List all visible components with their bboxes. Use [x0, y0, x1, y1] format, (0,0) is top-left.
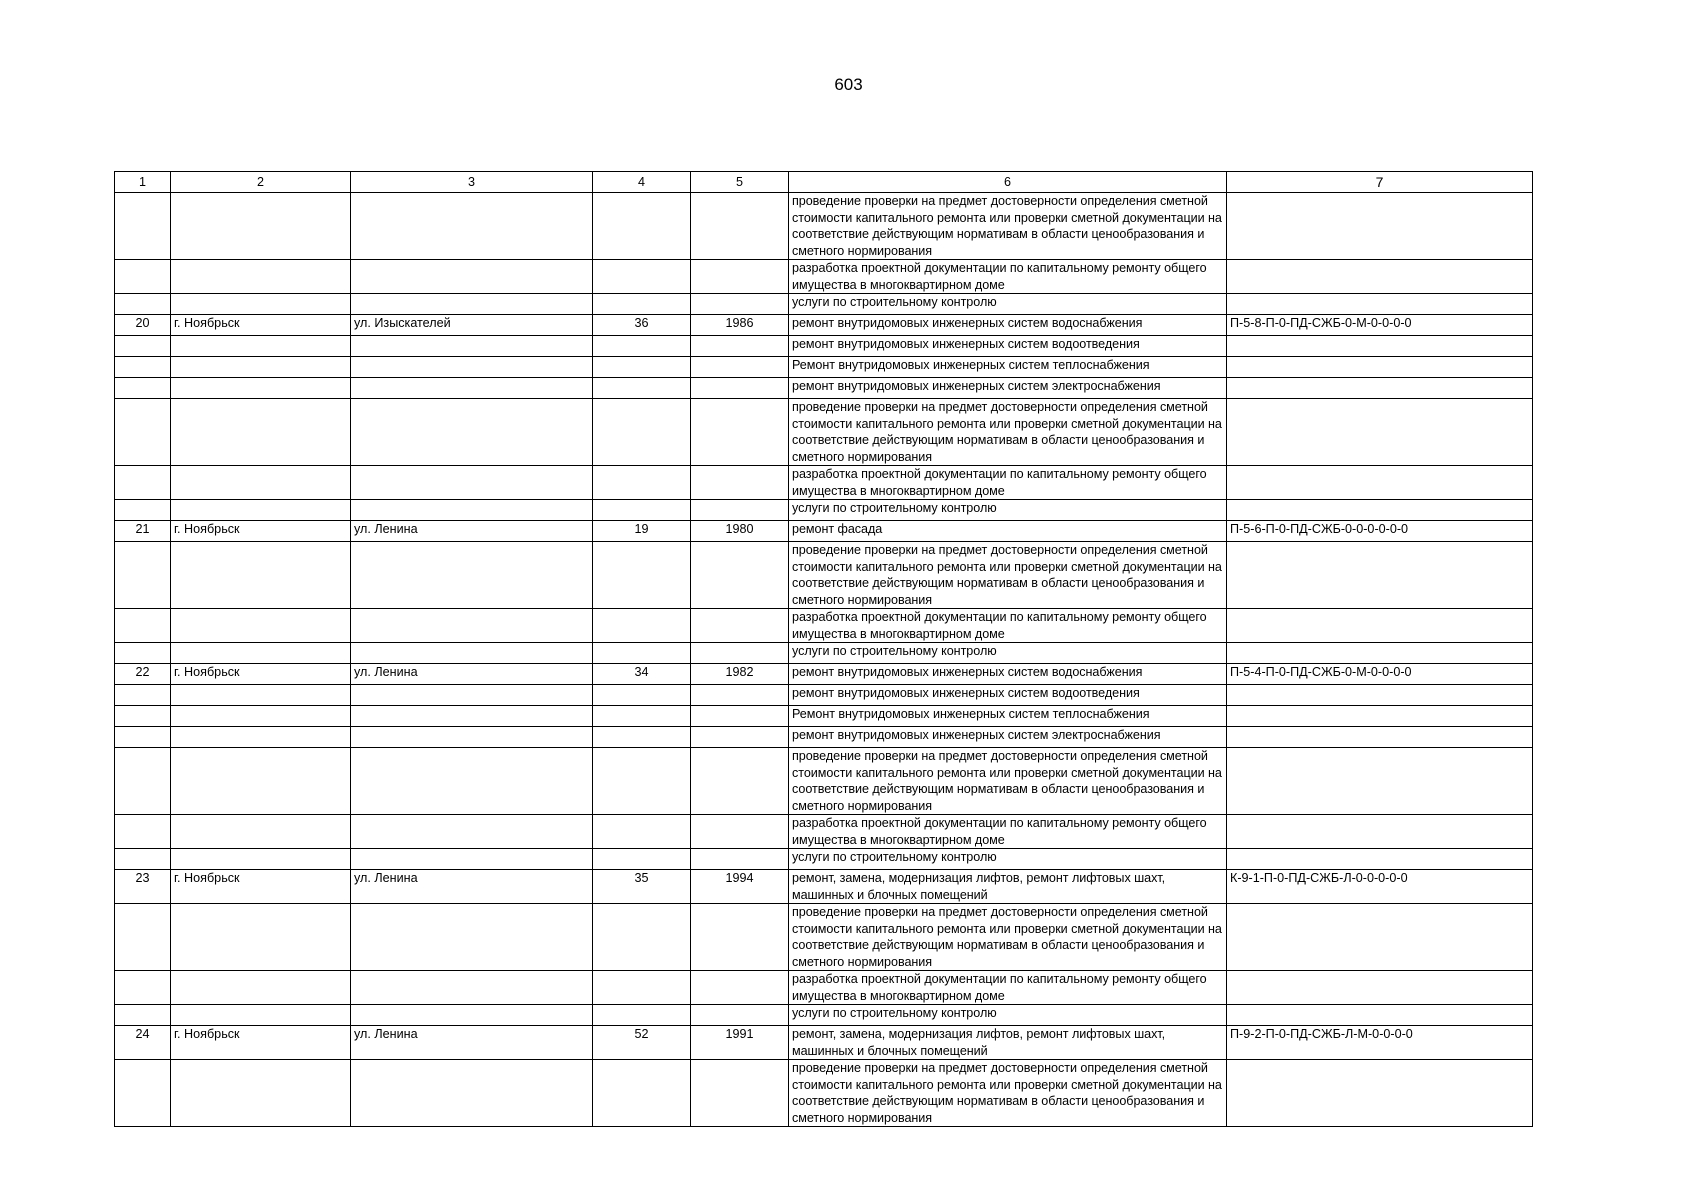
build-year-cell [691, 500, 789, 521]
work-type-cell: разработка проектной документации по капитальному ремонту общего имущества в многоквартирном доме [789, 260, 1227, 294]
table-row [115, 542, 1533, 609]
city-cell [171, 815, 351, 849]
row-number-cell [115, 727, 171, 748]
city-cell: г. Ноябрьск [171, 664, 351, 685]
house-number-cell [593, 904, 691, 971]
house-code-cell [1227, 849, 1533, 870]
build-year-cell: 1986 [691, 315, 789, 336]
row-number-cell [115, 643, 171, 664]
house-number-cell: 35 [593, 870, 691, 904]
work-type-cell: Ремонт внутридомовых инженерных систем теплоснабжения [789, 706, 1227, 727]
build-year-cell [691, 643, 789, 664]
build-year-cell [691, 815, 789, 849]
table-row [115, 294, 1533, 315]
work-type-cell: ремонт внутридомовых инженерных систем электроснабжения [789, 727, 1227, 748]
row-number-cell [115, 685, 171, 706]
house-code-cell [1227, 357, 1533, 378]
house-number-cell [593, 466, 691, 500]
table-row [115, 904, 1533, 971]
table-row [115, 260, 1533, 294]
house-number-cell [593, 193, 691, 260]
street-cell: ул. Ленина [351, 1026, 593, 1060]
street-cell [351, 849, 593, 870]
work-type-cell: проведение проверки на предмет достоверности определения сметной стоимости капитального ремонта или проверки сметной документации на соответствие действующим нормативам в области ценообразования и сметного нормирования [789, 542, 1227, 609]
street-cell [351, 542, 593, 609]
work-type-cell: разработка проектной документации по капитальному ремонту общего имущества в многоквартирном доме [789, 609, 1227, 643]
city-cell [171, 466, 351, 500]
street-cell [351, 643, 593, 664]
build-year-cell [691, 904, 789, 971]
build-year-cell [691, 1060, 789, 1127]
row-number-cell [115, 378, 171, 399]
house-number-cell [593, 294, 691, 315]
house-number-cell [593, 849, 691, 870]
street-cell [351, 378, 593, 399]
column-number-6: 6 [789, 172, 1227, 193]
row-number-cell [115, 542, 171, 609]
row-number-cell [115, 260, 171, 294]
work-type-cell: ремонт, замена, модернизация лифтов, ремонт лифтовых шахт, машинных и блочных помещений [789, 870, 1227, 904]
city-cell [171, 294, 351, 315]
city-cell [171, 1060, 351, 1127]
house-code-cell [1227, 1060, 1533, 1127]
row-number-cell: 23 [115, 870, 171, 904]
street-cell [351, 336, 593, 357]
build-year-cell [691, 971, 789, 1005]
work-type-cell: проведение проверки на предмет достоверности определения сметной стоимости капитального ремонта или проверки сметной документации на соответствие действующим нормативам в области ценообразования и сметного нормирования [789, 748, 1227, 815]
row-number-cell [115, 706, 171, 727]
house-code-cell [1227, 643, 1533, 664]
build-year-cell [691, 706, 789, 727]
house-number-cell [593, 1060, 691, 1127]
work-type-cell: ремонт, замена, модернизация лифтов, ремонт лифтовых шахт, машинных и блочных помещений [789, 1026, 1227, 1060]
work-type-cell: ремонт внутридомовых инженерных систем водоотведения [789, 336, 1227, 357]
street-cell [351, 500, 593, 521]
house-code-cell [1227, 193, 1533, 260]
column-number-7: 7 [1227, 172, 1533, 193]
table-row [115, 336, 1533, 357]
house-number-cell [593, 336, 691, 357]
build-year-cell [691, 294, 789, 315]
house-number-cell [593, 378, 691, 399]
table-row [115, 1026, 1533, 1060]
work-type-cell: услуги по строительному контролю [789, 1005, 1227, 1026]
table-row [115, 748, 1533, 815]
build-year-cell [691, 542, 789, 609]
table-row [115, 815, 1533, 849]
table-row [115, 664, 1533, 685]
city-cell [171, 399, 351, 466]
work-type-cell: разработка проектной документации по капитальному ремонту общего имущества в многоквартирном доме [789, 466, 1227, 500]
house-number-cell [593, 971, 691, 1005]
row-number-cell [115, 294, 171, 315]
table-row [115, 521, 1533, 542]
house-number-cell [593, 748, 691, 815]
city-cell [171, 971, 351, 1005]
city-cell [171, 609, 351, 643]
build-year-cell: 1980 [691, 521, 789, 542]
build-year-cell [691, 466, 789, 500]
street-cell: ул. Ленина [351, 521, 593, 542]
build-year-cell [691, 260, 789, 294]
row-number-cell [115, 971, 171, 1005]
row-number-cell: 22 [115, 664, 171, 685]
build-year-cell [691, 193, 789, 260]
street-cell [351, 399, 593, 466]
street-cell [351, 609, 593, 643]
build-year-cell: 1994 [691, 870, 789, 904]
city-cell: г. Ноябрьск [171, 1026, 351, 1060]
city-cell [171, 193, 351, 260]
column-number-2: 2 [171, 172, 351, 193]
street-cell [351, 466, 593, 500]
street-cell [351, 260, 593, 294]
column-number-4: 4 [593, 172, 691, 193]
house-code-cell [1227, 815, 1533, 849]
row-number-cell [115, 609, 171, 643]
street-cell [351, 748, 593, 815]
house-code-cell [1227, 609, 1533, 643]
city-cell [171, 357, 351, 378]
row-number-cell [115, 193, 171, 260]
city-cell: г. Ноябрьск [171, 870, 351, 904]
street-cell [351, 727, 593, 748]
city-cell [171, 643, 351, 664]
street-cell [351, 1005, 593, 1026]
row-number-cell [115, 748, 171, 815]
street-cell [351, 685, 593, 706]
table-row [115, 971, 1533, 1005]
work-type-cell: Ремонт внутридомовых инженерных систем теплоснабжения [789, 357, 1227, 378]
work-type-cell: услуги по строительному контролю [789, 643, 1227, 664]
row-number-cell [115, 357, 171, 378]
table-row [115, 357, 1533, 378]
work-type-cell: услуги по строительному контролю [789, 500, 1227, 521]
work-type-cell: ремонт внутридомовых инженерных систем водоснабжения [789, 664, 1227, 685]
work-type-cell: услуги по строительному контролю [789, 849, 1227, 870]
build-year-cell [691, 685, 789, 706]
house-code-cell [1227, 336, 1533, 357]
house-number-cell [593, 260, 691, 294]
column-number-header-row [115, 172, 1533, 193]
row-number-cell [115, 466, 171, 500]
row-number-cell [115, 815, 171, 849]
house-code-cell [1227, 260, 1533, 294]
table-row [115, 193, 1533, 260]
row-number-cell [115, 336, 171, 357]
work-type-cell: услуги по строительному контролю [789, 294, 1227, 315]
city-cell [171, 500, 351, 521]
row-number-cell [115, 849, 171, 870]
table-row [115, 643, 1533, 664]
repair-register-table [114, 171, 1533, 1127]
row-number-cell [115, 1005, 171, 1026]
house-number-cell [593, 685, 691, 706]
build-year-cell [691, 399, 789, 466]
house-code-cell [1227, 542, 1533, 609]
column-number-5: 5 [691, 172, 789, 193]
table-row [115, 685, 1533, 706]
work-type-cell: проведение проверки на предмет достоверности определения сметной стоимости капитального ремонта или проверки сметной документации на соответствие действующим нормативам в области ценообразования и сметного нормирования [789, 193, 1227, 260]
page-number: 603 [834, 75, 863, 94]
build-year-cell [691, 609, 789, 643]
street-cell [351, 193, 593, 260]
work-type-cell: ремонт внутридомовых инженерных систем водоотведения [789, 685, 1227, 706]
house-number-cell: 52 [593, 1026, 691, 1060]
row-number-cell: 21 [115, 521, 171, 542]
work-type-cell: проведение проверки на предмет достоверности определения сметной стоимости капитального ремонта или проверки сметной документации на соответствие действующим нормативам в области ценообразования и сметного нормирования [789, 904, 1227, 971]
street-cell: ул. Ленина [351, 870, 593, 904]
build-year-cell: 1991 [691, 1026, 789, 1060]
street-cell: ул. Изыскателей [351, 315, 593, 336]
table-row [115, 466, 1533, 500]
house-code-cell [1227, 378, 1533, 399]
table-row [115, 315, 1533, 336]
work-type-cell: ремонт внутридомовых инженерных систем водоснабжения [789, 315, 1227, 336]
work-type-cell: проведение проверки на предмет достоверности определения сметной стоимости капитального ремонта или проверки сметной документации на соответствие действующим нормативам в области ценообразования и сметного нормирования [789, 1060, 1227, 1127]
build-year-cell [691, 357, 789, 378]
build-year-cell [691, 748, 789, 815]
city-cell [171, 260, 351, 294]
city-cell [171, 336, 351, 357]
house-code-cell [1227, 399, 1533, 466]
house-code-cell [1227, 904, 1533, 971]
table-row [115, 849, 1533, 870]
row-number-cell [115, 500, 171, 521]
build-year-cell [691, 849, 789, 870]
column-number-3: 3 [351, 172, 593, 193]
table-row [115, 500, 1533, 521]
house-number-cell: 34 [593, 664, 691, 685]
house-code-cell [1227, 466, 1533, 500]
build-year-cell: 1982 [691, 664, 789, 685]
city-cell [171, 706, 351, 727]
table-row [115, 727, 1533, 748]
house-number-cell [593, 399, 691, 466]
build-year-cell [691, 1005, 789, 1026]
work-type-cell: ремонт внутридомовых инженерных систем электроснабжения [789, 378, 1227, 399]
table-row [115, 1060, 1533, 1127]
house-number-cell [593, 542, 691, 609]
city-cell [171, 542, 351, 609]
house-code-cell: К-9-1-П-0-ПД-СЖБ-Л-0-0-0-0-0 [1227, 870, 1533, 904]
street-cell [351, 1060, 593, 1127]
house-code-cell [1227, 748, 1533, 815]
street-cell [351, 971, 593, 1005]
column-number-1: 1 [115, 172, 171, 193]
table-row [115, 706, 1533, 727]
build-year-cell [691, 378, 789, 399]
street-cell: ул. Ленина [351, 664, 593, 685]
house-code-cell: П-5-4-П-0-ПД-СЖБ-0-М-0-0-0-0 [1227, 664, 1533, 685]
house-number-cell [593, 727, 691, 748]
house-code-cell [1227, 500, 1533, 521]
city-cell [171, 904, 351, 971]
house-code-cell: П-5-8-П-0-ПД-СЖБ-0-М-0-0-0-0 [1227, 315, 1533, 336]
city-cell [171, 748, 351, 815]
table-row [115, 870, 1533, 904]
house-code-cell: П-9-2-П-0-ПД-СЖБ-Л-М-0-0-0-0 [1227, 1026, 1533, 1060]
city-cell: г. Ноябрьск [171, 315, 351, 336]
house-code-cell [1227, 294, 1533, 315]
house-number-cell [593, 1005, 691, 1026]
house-number-cell: 19 [593, 521, 691, 542]
work-type-cell: проведение проверки на предмет достоверности определения сметной стоимости капитального ремонта или проверки сметной документации на соответствие действующим нормативам в области ценообразования и сметного нормирования [789, 399, 1227, 466]
house-number-cell [593, 643, 691, 664]
house-number-cell: 36 [593, 315, 691, 336]
house-code-cell [1227, 1005, 1533, 1026]
row-number-cell [115, 1060, 171, 1127]
house-code-cell [1227, 727, 1533, 748]
table-body [115, 172, 1533, 1127]
city-cell [171, 849, 351, 870]
house-number-cell [593, 500, 691, 521]
house-code-cell [1227, 706, 1533, 727]
table-row [115, 609, 1533, 643]
house-number-cell [593, 357, 691, 378]
city-cell [171, 1005, 351, 1026]
city-cell [171, 378, 351, 399]
house-number-cell [593, 815, 691, 849]
build-year-cell [691, 727, 789, 748]
city-cell: г. Ноябрьск [171, 521, 351, 542]
work-type-cell: разработка проектной документации по капитальному ремонту общего имущества в многоквартирном доме [789, 815, 1227, 849]
city-cell [171, 727, 351, 748]
house-code-cell [1227, 685, 1533, 706]
street-cell [351, 357, 593, 378]
table-row [115, 1005, 1533, 1026]
house-number-cell [593, 609, 691, 643]
street-cell [351, 815, 593, 849]
house-code-cell [1227, 971, 1533, 1005]
work-type-cell: разработка проектной документации по капитальному ремонту общего имущества в многоквартирном доме [789, 971, 1227, 1005]
work-type-cell: ремонт фасада [789, 521, 1227, 542]
row-number-cell [115, 399, 171, 466]
row-number-cell: 24 [115, 1026, 171, 1060]
table-row [115, 399, 1533, 466]
house-number-cell [593, 706, 691, 727]
row-number-cell: 20 [115, 315, 171, 336]
row-number-cell [115, 904, 171, 971]
street-cell [351, 904, 593, 971]
street-cell [351, 706, 593, 727]
city-cell [171, 685, 351, 706]
house-code-cell: П-5-6-П-0-ПД-СЖБ-0-0-0-0-0-0 [1227, 521, 1533, 542]
table-row [115, 378, 1533, 399]
street-cell [351, 294, 593, 315]
build-year-cell [691, 336, 789, 357]
